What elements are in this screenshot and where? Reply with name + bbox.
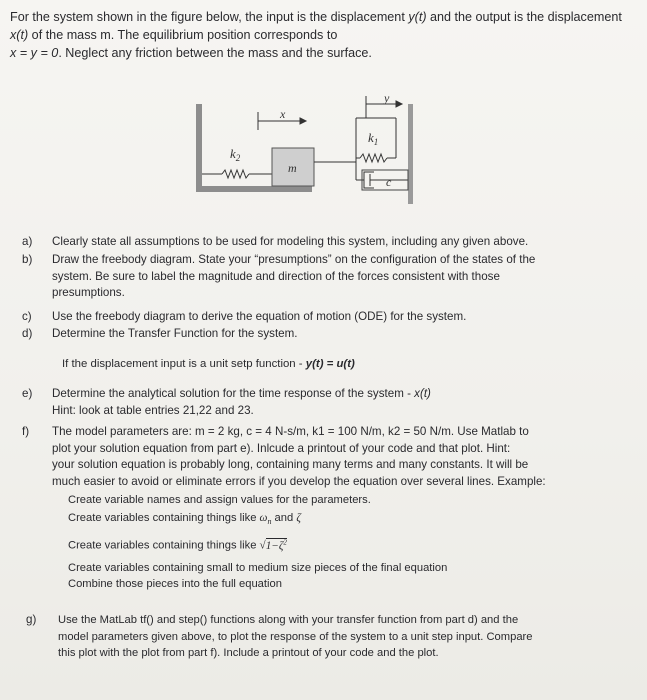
ground (196, 186, 312, 192)
spring-k1 (314, 154, 396, 180)
f-step-4: Create variables containing small to medium size pieces of the final equation (68, 562, 448, 574)
question-a-text: Clearly state all assumptions to be used for modeling this system, including any given above. (52, 235, 529, 248)
intro-text-3: of the mass m. The equilibrium position corresponds to (28, 28, 338, 42)
question-f-label: f) (22, 425, 30, 438)
damper-c (356, 172, 408, 188)
x-label: x (280, 107, 286, 121)
f-step-3: Create variables containing things like $√1-\zeta^2$ (68, 538, 287, 552)
omega-subscript: n (267, 517, 272, 527)
output-symbol: x(t) (10, 28, 29, 42)
f-step-1: Create variable names and assign values for the parameters. (68, 494, 371, 506)
f-step-2-text: Create variables containing things like (68, 512, 257, 524)
question-b-line-2: system. Be sure to label the magnitude and direction of the forces consistent with those (52, 269, 500, 283)
question-d-label: d) (22, 327, 33, 340)
left-wall (196, 104, 202, 192)
question-a-label: a) (22, 235, 33, 248)
omega-symbol: ω (259, 512, 268, 524)
question-g-label: g) (26, 613, 37, 626)
y-label: y (384, 92, 390, 105)
intro-text-1: For the system shown in the figure below, the input is the displacement (10, 10, 409, 24)
question-f-line-1: The model parameters are: m = 2 kg, c = 4 N-s/m, k1 = 100 N/m, k2 = 50 N/m. Use Matlab to (52, 425, 529, 438)
problem-statement (10, 8, 635, 62)
k1-label: $k_1$ (368, 130, 379, 147)
zeta-symbol: ζ (296, 512, 301, 524)
question-e-hint: Hint: look at table entries 21,22 and 23. (52, 403, 254, 417)
sqrt-exponent: 2 (283, 538, 287, 546)
mass-spring-damper-figure (188, 92, 420, 212)
sqrt-expression: 1−ζ (265, 539, 284, 552)
question-list (22, 234, 632, 674)
f-step-2 (68, 510, 301, 530)
question-f-line-2: plot your solution equation from part e). Inlcude a printout of your code and that plot. Hint: (52, 441, 511, 455)
question-f-line-3: your solution equation is probably long, containing many terms and many constants. It will be (52, 458, 529, 471)
question-g-line-1: Use the MatLab tf() and step() functions along with your transfer function from part d) and the (58, 614, 519, 626)
question-e-output: x(t) (414, 387, 431, 400)
question-c-label: c) (22, 310, 32, 323)
f-step-3-text: Create variables containing things like (68, 539, 257, 552)
k2-label: $k_2$ (230, 146, 241, 163)
question-e-label: e) (22, 387, 33, 400)
f-step-5: Combine those pieces into the full equation (68, 578, 282, 590)
input-assumption (62, 356, 355, 372)
question-e-line-1: Determine the analytical solution for the time response of the system - (52, 387, 415, 400)
question-b-line-1: Draw the freebody diagram. State your “presumptions” on the configuration of the states of the (52, 253, 536, 266)
mass-label: m (288, 161, 297, 175)
input-symbol: y(t) (408, 10, 427, 24)
question-c-text: Use the freebody diagram to derive the equation of motion (ODE) for the system. (52, 310, 467, 323)
spring-k2 (202, 170, 272, 178)
input-note-text: If the displacement input is a unit setp function - (62, 358, 306, 370)
intro-text-2: and the output is the displacement (426, 10, 622, 24)
equilibrium-condition: x = y = 0 (10, 46, 59, 60)
question-f-line-4: much easier to avoid or eliminate errors if you develop the equation over several lines. Example: (52, 474, 546, 488)
right-wall (408, 104, 413, 204)
question-b-line-3: presumptions. (52, 286, 125, 299)
question-g-line-3: this plot with the plot from part f). Include a printout of your code and the plot. (58, 647, 439, 659)
unit-step-expression: y(t) = u(t) (305, 358, 355, 370)
c-label: c (386, 175, 392, 189)
intro-text-5: . Neglect any friction between the mass and the surface. (58, 46, 372, 60)
question-g-line-2: model parameters given above, to plot the response of the system to a unit step input. Compare (58, 630, 533, 643)
question-d-text: Determine the Transfer Function for the system. (52, 327, 298, 340)
and-text: and (271, 512, 297, 524)
question-b-label: b) (22, 253, 33, 266)
